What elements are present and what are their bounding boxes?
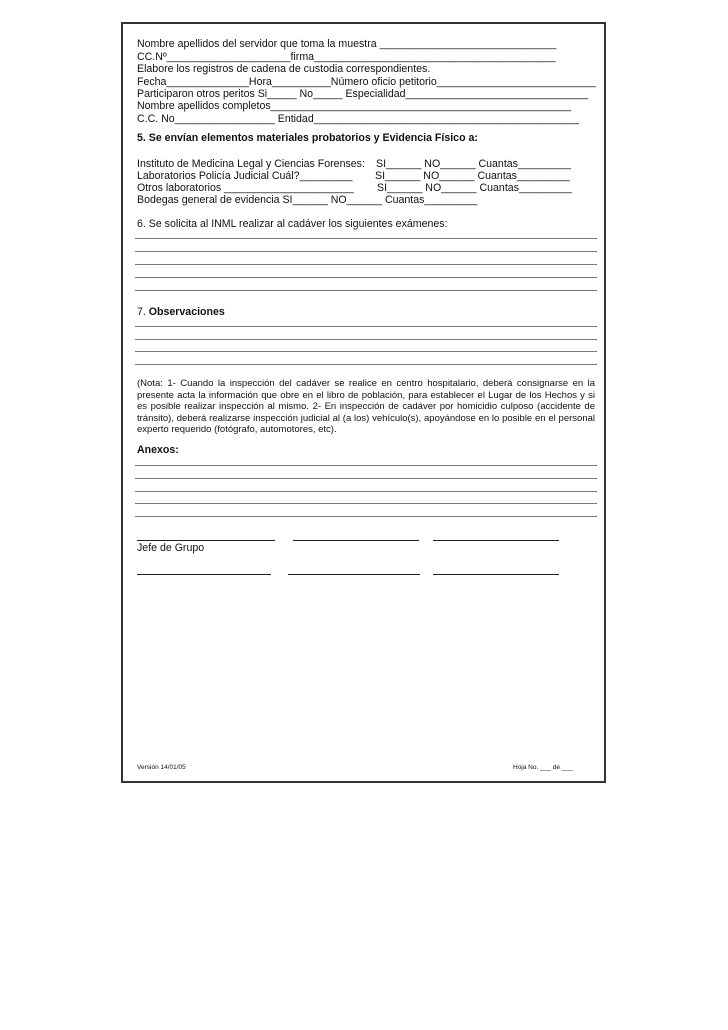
signature-line <box>433 540 559 541</box>
answer-line <box>135 264 597 265</box>
section6-title: 6. Se solicita al INML realizar al cadáver los siguientes exámenes: <box>137 218 448 230</box>
evidence-row-label: Otros laboratorios ______________________ <box>137 182 354 194</box>
answer-line <box>135 478 597 479</box>
nota-paragraph: (Nota: 1- Cuando la inspección del cadáver se realice en centro hospitalario, deberá consignarse en la presente acta la información que obre en el libro de población, para establecer el Lugar de los Hechos y si es posible realizar inspección al mismo. 2- En inspección de cadáver por homicidio culposo (accidente de tránsito), deberá realizarse inspección judicial al (a los) vehículo(s), apoyándose en lo posible en el personal experto requerido (fotógrafo, automotores, etc). <box>137 378 595 436</box>
bodegas-line: Bodegas general de evidencia SI______ NO______ Cuantas_________ <box>137 194 478 206</box>
cc-entidad-line: C.C. No_________________ Entidad_____________________________________________ <box>137 113 579 125</box>
section7-heading <box>137 306 225 318</box>
document-page <box>121 22 606 783</box>
jefe-de-grupo-label: Jefe de Grupo <box>137 542 205 554</box>
answer-line <box>135 326 597 327</box>
evidence-row-options: SI______ NO______ Cuantas_________ <box>377 182 572 194</box>
answer-line <box>135 339 597 340</box>
evidence-row-label: Laboratorios Policía Judicial Cuál?_________ <box>137 170 353 182</box>
answer-line <box>135 465 597 466</box>
answer-line <box>135 238 597 239</box>
answer-line <box>135 503 597 504</box>
answer-line <box>135 251 597 252</box>
evidence-row-options: SI______ NO______ Cuantas_________ <box>376 158 571 170</box>
signature-line <box>293 540 419 541</box>
evidence-row-options: SI______ NO______ Cuantas_________ <box>375 170 570 182</box>
section5-title: 5. Se envían elementos materiales probatorios y Evidencia Físico a: <box>137 132 478 144</box>
page-number-label: Hoja No. ___ de ___ <box>513 764 573 771</box>
cc-firma-line: CC.Nº_____________________firma_________________________________________ <box>137 51 556 63</box>
signature-line <box>137 574 271 575</box>
fecha-line: Fecha______________Hora__________Número oficio petitorio___________________________ <box>137 76 596 88</box>
answer-line <box>135 290 597 291</box>
servidor-line: Nombre apellidos del servidor que toma la muestra ______________________________ <box>137 38 557 50</box>
evidence-row-label: Instituto de Medicina Legal y Ciencias Forenses: <box>137 158 365 170</box>
version-label: Versión 14/01/05 <box>137 764 186 771</box>
signature-line <box>137 540 275 541</box>
signature-line <box>288 574 420 575</box>
answer-line <box>135 351 597 352</box>
section7-title: Observaciones <box>148 306 225 318</box>
peritos-line: Participaron otros peritos Si_____ No_____ Especialidad_______________________________ <box>137 88 589 100</box>
answer-line <box>135 516 597 517</box>
answer-line <box>135 491 597 492</box>
custodia-line: Elabore los registros de cadena de custodia correspondientes. <box>137 63 431 75</box>
section7-number: 7. <box>137 306 146 318</box>
signature-line <box>433 574 559 575</box>
answer-line <box>135 277 597 278</box>
answer-line <box>135 364 597 365</box>
anexos-label: Anexos: <box>137 444 179 456</box>
nombre-line: Nombre apellidos completos___________________________________________________ <box>137 100 572 112</box>
